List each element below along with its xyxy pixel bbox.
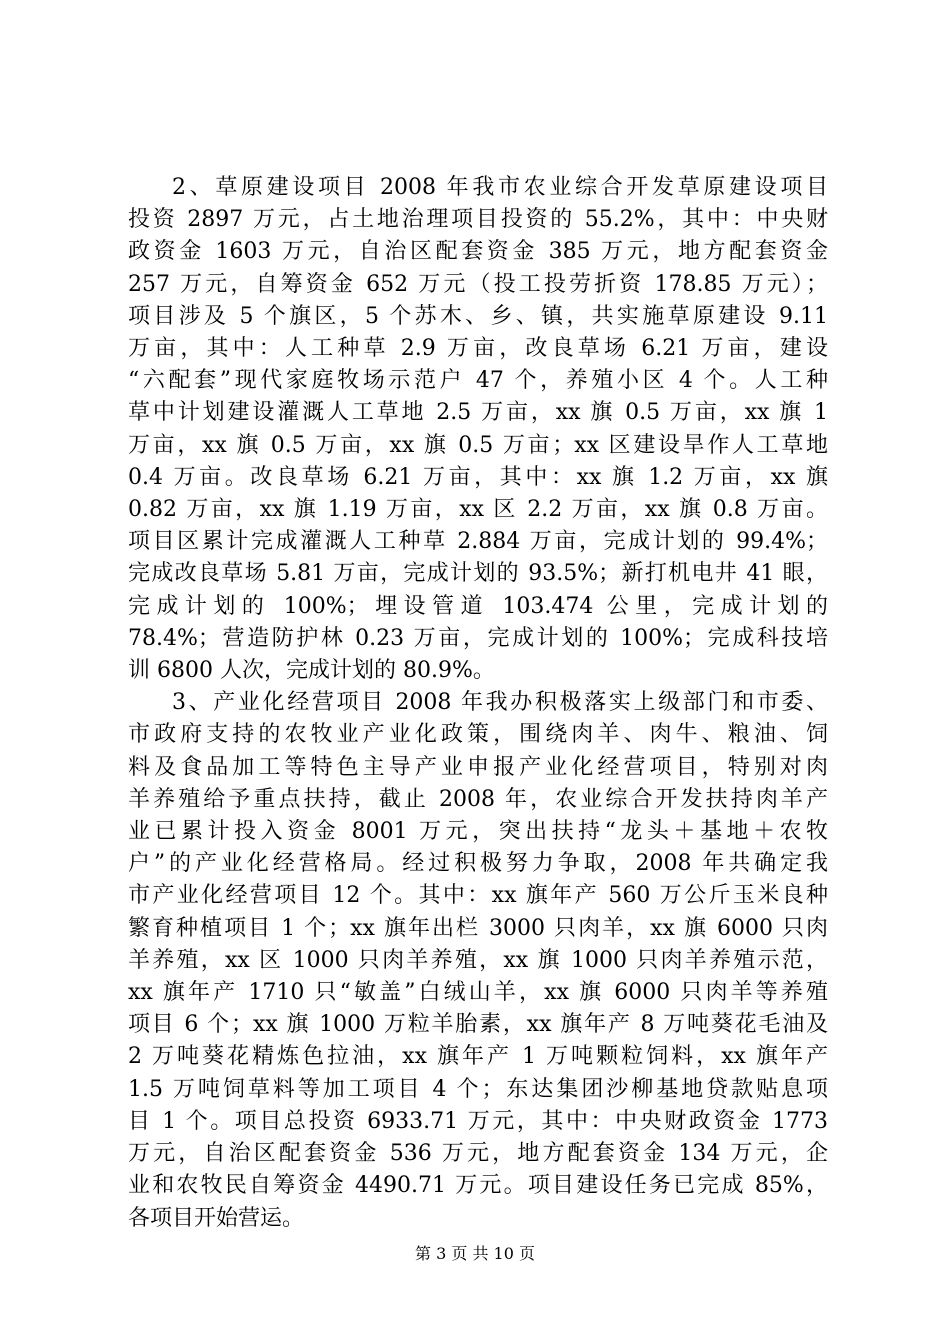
paragraph-line: 羊养殖给予重点扶持，截止 2008 年，农业综合开发扶持肉羊产 <box>128 786 828 812</box>
paragraph-line: 2、草原建设项目 2008 年我市农业综合开发草原建设项目 <box>172 175 828 200</box>
paragraph-line: 3、产业化经营项目 2008 年我办积极落实上级部门和市委、 <box>172 690 828 716</box>
paragraph-line: 业已累计投入资金 8001 万元，突出扶持“龙头＋基地＋农牧 <box>128 819 828 845</box>
paragraph-line: 草中计划建设灌溉人工草地 2.5 万亩，xx 旗 0.5 万亩，xx 旗 1 <box>128 400 828 426</box>
paragraph-line: 0.82 万亩，xx 旗 1.19 万亩，xx 区 2.2 万亩，xx 旗 0.8 万亩。 <box>128 497 828 523</box>
paragraph-line: 0.4 万亩。改良草场 6.21 万亩，其中：xx 旗 1.2 万亩，xx 旗 <box>128 464 828 490</box>
page-footer <box>0 1244 950 1264</box>
paragraph-line: 训 6800 人次，完成计划的 80.9%。 <box>128 658 495 684</box>
paragraph-line: 万亩，其中：人工种草 2.9 万亩，改良草场 6.21 万亩，建设 <box>128 336 828 362</box>
paragraph-line: 项目 6 个；xx 旗 1000 万粒羊胎素，xx 旗年产 8 万吨葵花毛油及 <box>128 1012 828 1038</box>
paragraph-line: 各项目开始营运。 <box>128 1205 305 1231</box>
paragraph-line: “六配套”现代家庭牧场示范户 47 个，养殖小区 4 个。人工种 <box>128 368 828 394</box>
paragraph-line: 项目区累计完成灌溉人工种草 2.884 万亩，完成计划的 99.4%； <box>128 529 828 555</box>
paragraph-line: xx 旗年产 1710 只“敏盖”白绒山羊，xx 旗 6000 只肉羊等养殖 <box>128 980 828 1006</box>
paragraph-line: 万亩，xx 旗 0.5 万亩，xx 旗 0.5 万亩；xx 区建设旱作人工草地 <box>128 432 828 458</box>
document-body <box>128 172 828 1235</box>
paragraph-line: 78.4%；营造防护林 0.23 万亩，完成计划的 100%；完成科技培 <box>128 625 828 651</box>
paragraph-line: 市政府支持的农牧业产业化政策，围绕肉羊、肉牛、粮油、饲 <box>128 722 828 748</box>
paragraph-line: 政资金 1603 万元，自治区配套资金 385 万元，地方配套资金 <box>128 239 828 265</box>
paragraph-line: 项目涉及 5 个旗区，5 个苏木、乡、镇，共实施草原建设 9.11 <box>128 303 828 329</box>
paragraph-line: 市产业化经营项目 12 个。其中：xx 旗年产 560 万公斤玉米良种 <box>128 883 828 909</box>
paragraph-line: 1.5 万吨饲草料等加工项目 4 个；东达集团沙柳基地贷款贴息项 <box>128 1076 828 1102</box>
paragraph-line: 投资 2897 万元，占土地治理项目投资的 55.2%，其中：中央财 <box>128 207 828 233</box>
paragraph-line: 料及食品加工等特色主导产业申报产业化经营项目，特别对肉 <box>128 754 828 780</box>
paragraph-line: 完成改良草场 5.81 万亩，完成计划的 93.5%；新打机电井 41 眼， <box>128 561 828 587</box>
paragraph-industrialization-project <box>128 687 828 1234</box>
paragraph-line: 户”的产业化经营格局。经过积极努力争取，2008 年共确定我 <box>128 851 828 877</box>
paragraph-line: 羊养殖，xx 区 1000 只肉羊养殖，xx 旗 1000 只肉羊养殖示范， <box>128 947 828 973</box>
paragraph-line: 2 万吨葵花精炼色拉油，xx 旗年产 1 万吨颗粒饲料，xx 旗年产 <box>128 1044 828 1070</box>
paragraph-grassland-project <box>128 172 828 687</box>
paragraph-line: 完成计划的 100%；埋设管道 103.474 公里，完成计划的 <box>128 593 828 619</box>
paragraph-line: 257 万元，自筹资金 652 万元（投工投劳折资 178.85 万元）； <box>128 271 828 297</box>
paragraph-line: 目 1 个。项目总投资 6933.71 万元，其中：中央财政资金 1773 <box>128 1108 828 1134</box>
paragraph-line: 繁育种植项目 1 个；xx 旗年出栏 3000 只肉羊，xx 旗 6000 只肉 <box>128 915 828 941</box>
paragraph-line: 万元，自治区配套资金 536 万元，地方配套资金 134 万元，企 <box>128 1141 828 1167</box>
paragraph-line: 业和农牧民自筹资金 4490.71 万元。项目建设任务已完成 85%， <box>128 1173 828 1199</box>
page-number-label: 第 3 页 共 10 页 <box>415 1244 535 1263</box>
